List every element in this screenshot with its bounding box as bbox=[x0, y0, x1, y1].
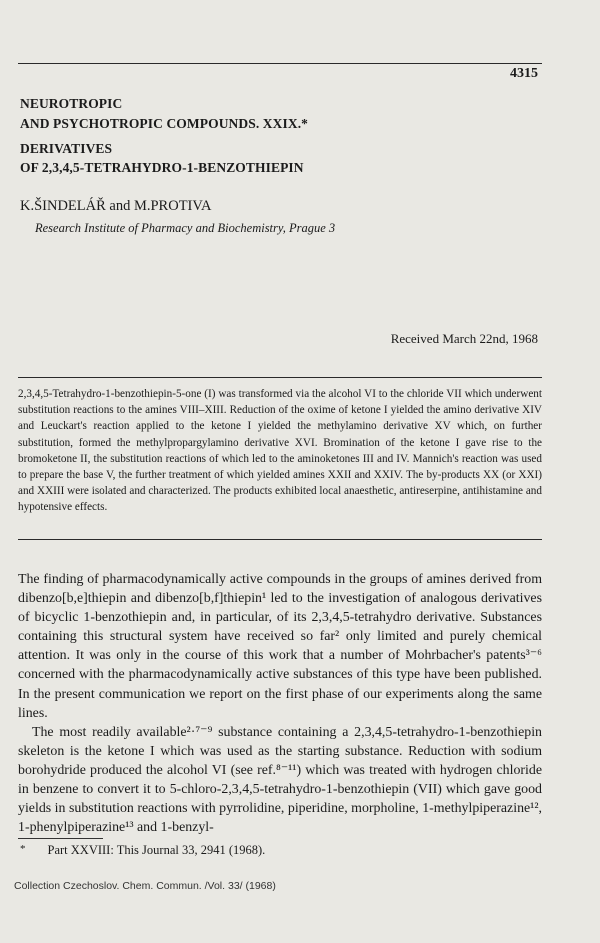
title-line-2: AND PSYCHOTROPIC COMPOUNDS. XXIX.* bbox=[20, 116, 309, 131]
footnote-rule bbox=[18, 838, 103, 839]
affiliation: Research Institute of Pharmacy and Biochemistry, Prague 3 bbox=[35, 221, 336, 235]
received-date: Received March 22nd, 1968 bbox=[390, 331, 538, 346]
authors: K.ŠINDELÁŘ and M.PROTIVA bbox=[20, 198, 212, 214]
header-rule bbox=[18, 63, 542, 64]
abstract-top-rule bbox=[18, 377, 542, 378]
paragraph: The finding of pharmacodynamically active compounds in the groups of amines derived from dibenzo[b,e]thiepin and dibenzo[b,f]thiepin¹ led to the investigation of analogous derivatives of bicyclic 1-benzothiepin and, in particular, of its 2,3,4,5-tetrahydro derivative. Substances containing this structural system have received so far² only limited and purely chemical attention. It was only in the course of this work that a number of Mohrbacher's patents³⁻⁶ concerned with the pharmacodynamically active substances of this type have been published. In the present communication we report on the first phase of our experiments along the same lines. bbox=[18, 572, 542, 721]
abstract: 2,3,4,5-Tetrahydro-1-benzothiepin-5-one (I) was transformed via the alcohol VI to the chloride VII which underwent substitution reactions to the amines VIII–XIII. Reduction of the oxime of ketone I yielded the amino derivative XIV and Leuckart's reaction applied to the ketone I yielded the methylamino derivative XV which, on further substitution, formed the methylpropargylamino derivative XVI. Bromination of the ketone I gave rise to the bromoketone II, the substitution reactions of which led to the aminoketones III and IV. Mannich's reaction was used to prepare the base V, the further treatment of which yielded amines XXII and XXIV. The by-products XX (or XXI) and XXIII were isolated and characterized. The products exhibited local anaesthetic, antireserpine, antihistamine and hypotensive effects. bbox=[18, 388, 542, 514]
paragraph: The most readily available²·⁷⁻⁹ substance containing a 2,3,4,5-tetrahydro-1-benzothiepin skeleton is the ketone I which was used as the starting substance. Reduction with sodium borohydride produced the alcohol VI (see ref.⁸⁻¹¹) which was treated with hydrogen chloride in benzene to convert it to 5-chloro-2,3,4,5-tetrahydro-1-benzothiepin (VII) which gave good yields in substitution reactions with pyrrolidine, piperidine, morpholine, 1-methylpiperazine¹², 1-phenylpiperazine¹³ and 1-benzyl- bbox=[18, 724, 542, 836]
title-line-3: DERIVATIVES bbox=[20, 141, 113, 156]
title-line-1: NEUROTROPIC bbox=[20, 96, 123, 111]
footnote bbox=[20, 843, 265, 858]
title-line-4: OF 2,3,4,5-TETRAHYDRO-1-BENZOTHIEPIN bbox=[20, 160, 304, 175]
body-text bbox=[18, 570, 542, 837]
footnote-mark: * bbox=[20, 843, 26, 855]
footnote-text: Part XXVIII: This Journal 33, 2941 (1968). bbox=[47, 843, 266, 857]
page-number: 4315 bbox=[510, 66, 538, 81]
abstract-bottom-rule bbox=[18, 539, 542, 540]
journal-citation: Collection Czechoslov. Chem. Commun. /Vol. 33/ (1968) bbox=[14, 880, 276, 892]
